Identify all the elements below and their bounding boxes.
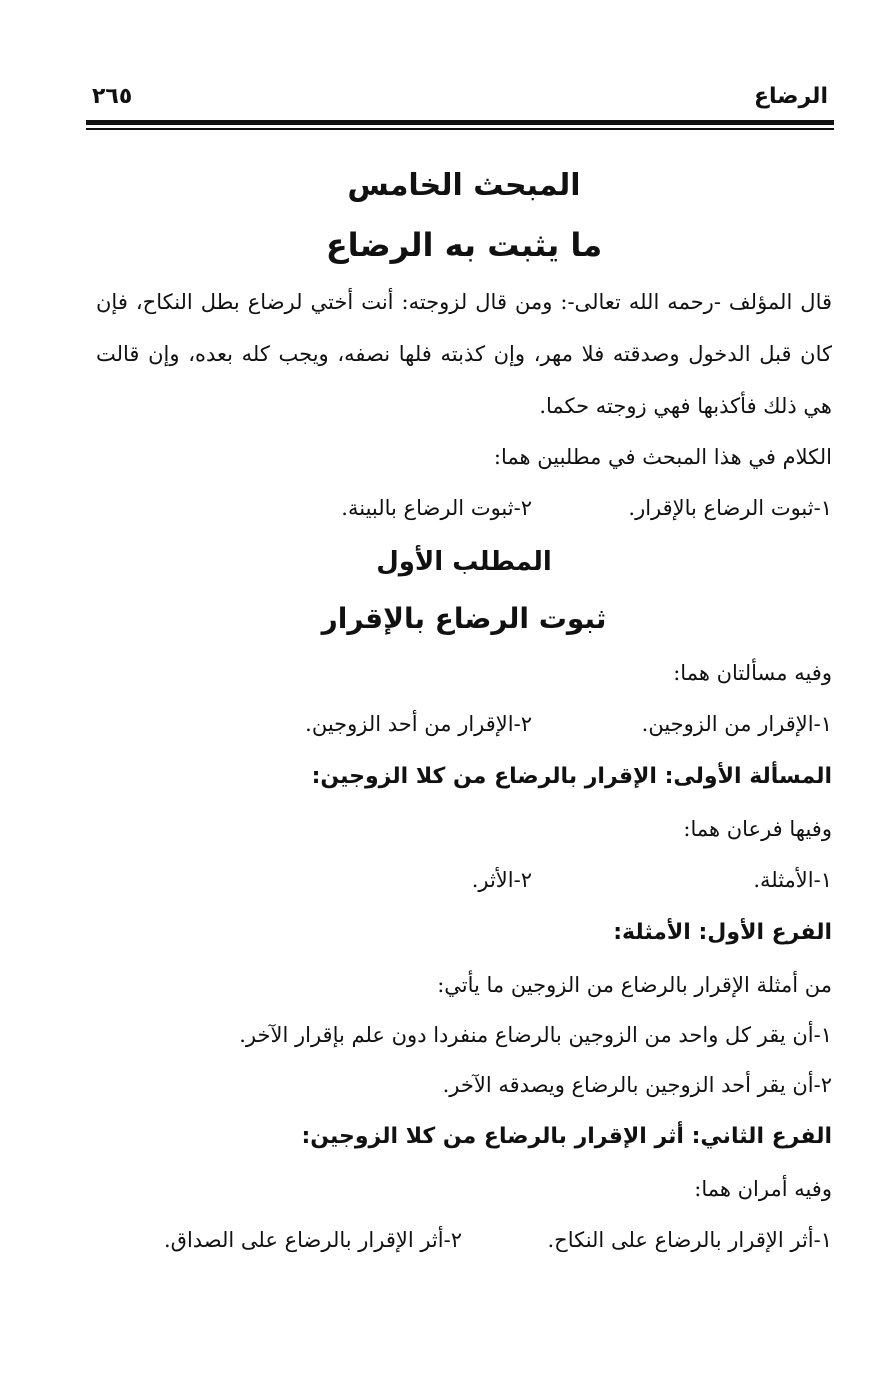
issues-intro: وفيه مسألتان هما: [673,661,832,685]
running-header [88,84,834,118]
branch2-heading: الفرع الثاني: أثر الإقرار بالرضاع من كلا الزوجين: [301,1124,832,1149]
branches-intro: وفيها فرعان هما: [683,817,832,841]
issues-list [96,698,832,750]
demand1-title: ثبوت الرضاع بالإقرار [321,602,607,635]
section-title: ما يثبت به الرضاع [325,226,603,264]
matters-intro: وفيه أمران هما: [694,1177,832,1201]
branch1-heading: الفرع الأول: الأمثلة: [613,920,832,945]
discussion-intro: الكلام في هذا المبحث في مطلبين هما: [493,445,832,469]
branches-list [96,854,832,906]
demands-list [96,482,832,534]
demand-item-1: ١-ثبوت الرضاع بالإقرار. [628,496,832,520]
matters-list [96,1214,832,1266]
demand1-heading: المطلب الأول [376,547,552,577]
page-body [96,158,832,1266]
examples-intro: من أمثلة الإقرار بالرضاع من الزوجين ما يأتي: [437,973,832,997]
running-head-title: الرضاع [753,84,828,109]
header-rule-thin [86,128,834,130]
issue1-heading: المسألة الأولى: الإقرار بالرضاع من كلا الزوجين: [311,764,832,789]
example-item-1: ١-أن يقر كل واحد من الزوجين بالرضاع منفردا دون علم بإقرار الآخر. [239,1023,832,1047]
matter-item-1: ١-أثر الإقرار بالرضاع على النكاح. [547,1228,832,1252]
issue-item-1: ١-الإقرار من الزوجين. [641,712,832,736]
demand-item-2: ٢-ثبوت الرضاع بالبينة. [341,496,532,520]
header-rule-thick [86,120,834,125]
branch-item-1: ١-الأمثلة. [753,868,832,892]
branch-item-2: ٢-الأثر. [471,868,532,892]
issue-item-2: ٢-الإقرار من أحد الزوجين. [305,712,532,736]
section-heading: المبحث الخامس [347,168,581,203]
page-number: ٢٦٥ [92,84,133,109]
example-item-2: ٢-أن يقر أحد الزوجين بالرضاع ويصدقه الآخر. [442,1073,832,1097]
intro-paragraph: قال المؤلف -رحمه الله تعالى-: ومن قال لزوجته: أنت أختي لرضاع بطل النكاح، فإن كان قبل الدخول وصدقته فلا مهر، وإن كذبته فلها نصفه، ويجب كله بعده، وإن قالت هي ذلك فأكذبها فهي زوجته حكما. [96,290,832,418]
matter-item-2: ٢-أثر الإقرار بالرضاع على الصداق. [163,1228,462,1252]
